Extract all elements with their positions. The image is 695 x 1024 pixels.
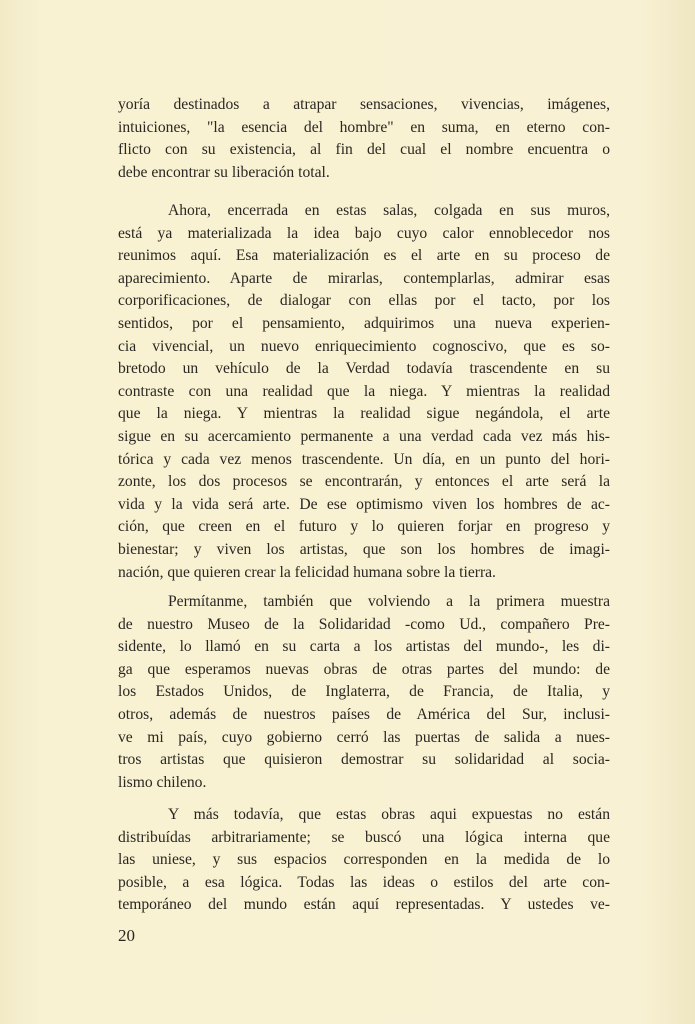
text-line: otros, además de nuestros países de América del Sur, inclusi- [118,705,610,723]
text-line: contraste con una realidad que la niega. Y mientras la realidad [118,382,610,400]
text-line: cia vivencial, un nuevo enriquecimiento cognoscivo, que es so- [118,337,610,355]
text-line: bienestar; y viven los artistas, que son los hombres de imagi- [118,540,610,558]
text-line: los Estados Unidos, de Inglaterra, de Francia, de Italia, y [118,683,610,701]
paragraph-2 [118,200,610,584]
text-line: bretodo un vehículo de la Verdad todavía trascendente en su [118,360,610,378]
text-line: ga que esperamos nuevas obras de otras partes del mundo: de [118,660,610,678]
text-line: que la niega. Y mientras la realidad sigue negándola, el arte [118,405,610,423]
paragraph-1 [118,94,610,184]
page-number: 20 [118,926,135,945]
text-line: sentidos, por el pensamiento, adquirimos una nueva experien- [118,314,610,332]
text-line: lismo chileno. [118,773,207,791]
text-line: ve mi país, cuyo gobierno cerró las puertas de salida a nues- [118,728,610,746]
text-line: Ahora, encerrada en estas salas, colgada en sus muros, [168,202,610,219]
text-line: sigue en su acercamiento permanente a una verdad cada vez más his- [118,427,610,445]
text-line: las uniese, y sus espacios corresponden en la medida de lo [118,851,610,869]
text-line: sidente, lo llamó en su carta a los artistas del mundo-, les di- [118,638,610,656]
text-line: yoría destinados a atrapar sensaciones, vivencias, imágenes, [118,96,610,113]
text-line: distribuídas arbitrariamente; se buscó una lógica interna que [118,828,610,846]
text-line: temporáneo del mundo están aquí representadas. Y ustedes ve- [118,896,610,914]
text-line: Permítanme, también que volviendo a la primera muestra [168,593,610,610]
text-line: corporificaciones, de dialogar con ellas por el tacto, por los [118,292,610,310]
text-line: tros artistas que quisieron demostrar su solidaridad al socia- [118,751,610,769]
paragraph-3 [118,591,610,794]
text-line: posible, a esa lógica. Todas las ideas o estilos del arte con- [118,873,610,891]
text-line: ción, que creen en el futuro y lo quieren forjar en progreso y [118,518,610,536]
text-line: aparecimiento. Aparte de mirarlas, contemplarlas, admirar esas [118,269,610,287]
text-line: debe encontrar su liberación total. [118,163,330,181]
text-line: vida y la vida será arte. De ese optimismo viven los hombres de ac- [118,495,610,513]
text-line: reunimos aquí. Esa materialización es el arte en su proceso de [118,247,610,265]
text-line: intuiciones, "la esencia del hombre" en suma, en eterno con- [118,118,610,136]
text-line: nación, que quieren crear la felicidad humana sobre la tierra. [118,563,496,581]
text-line: zonte, los dos procesos se encontrarán, y entonces el arte será la [118,473,610,491]
text-line: tórica y cada vez menos trascendente. Un día, en un punto del hori- [118,450,610,468]
text-line: está ya materializada la idea bajo cuyo calor ennoblecedor nos [118,224,610,242]
text-line: de nuestro Museo de la Solidaridad -como Ud., compañero Pre- [118,615,610,633]
text-line: Y más todavía, que estas obras aqui expuestas no están [168,806,610,823]
text-line: flicto con su existencia, al fin del cual el nombre encuentra o [118,141,610,159]
paragraph-4 [118,804,610,917]
